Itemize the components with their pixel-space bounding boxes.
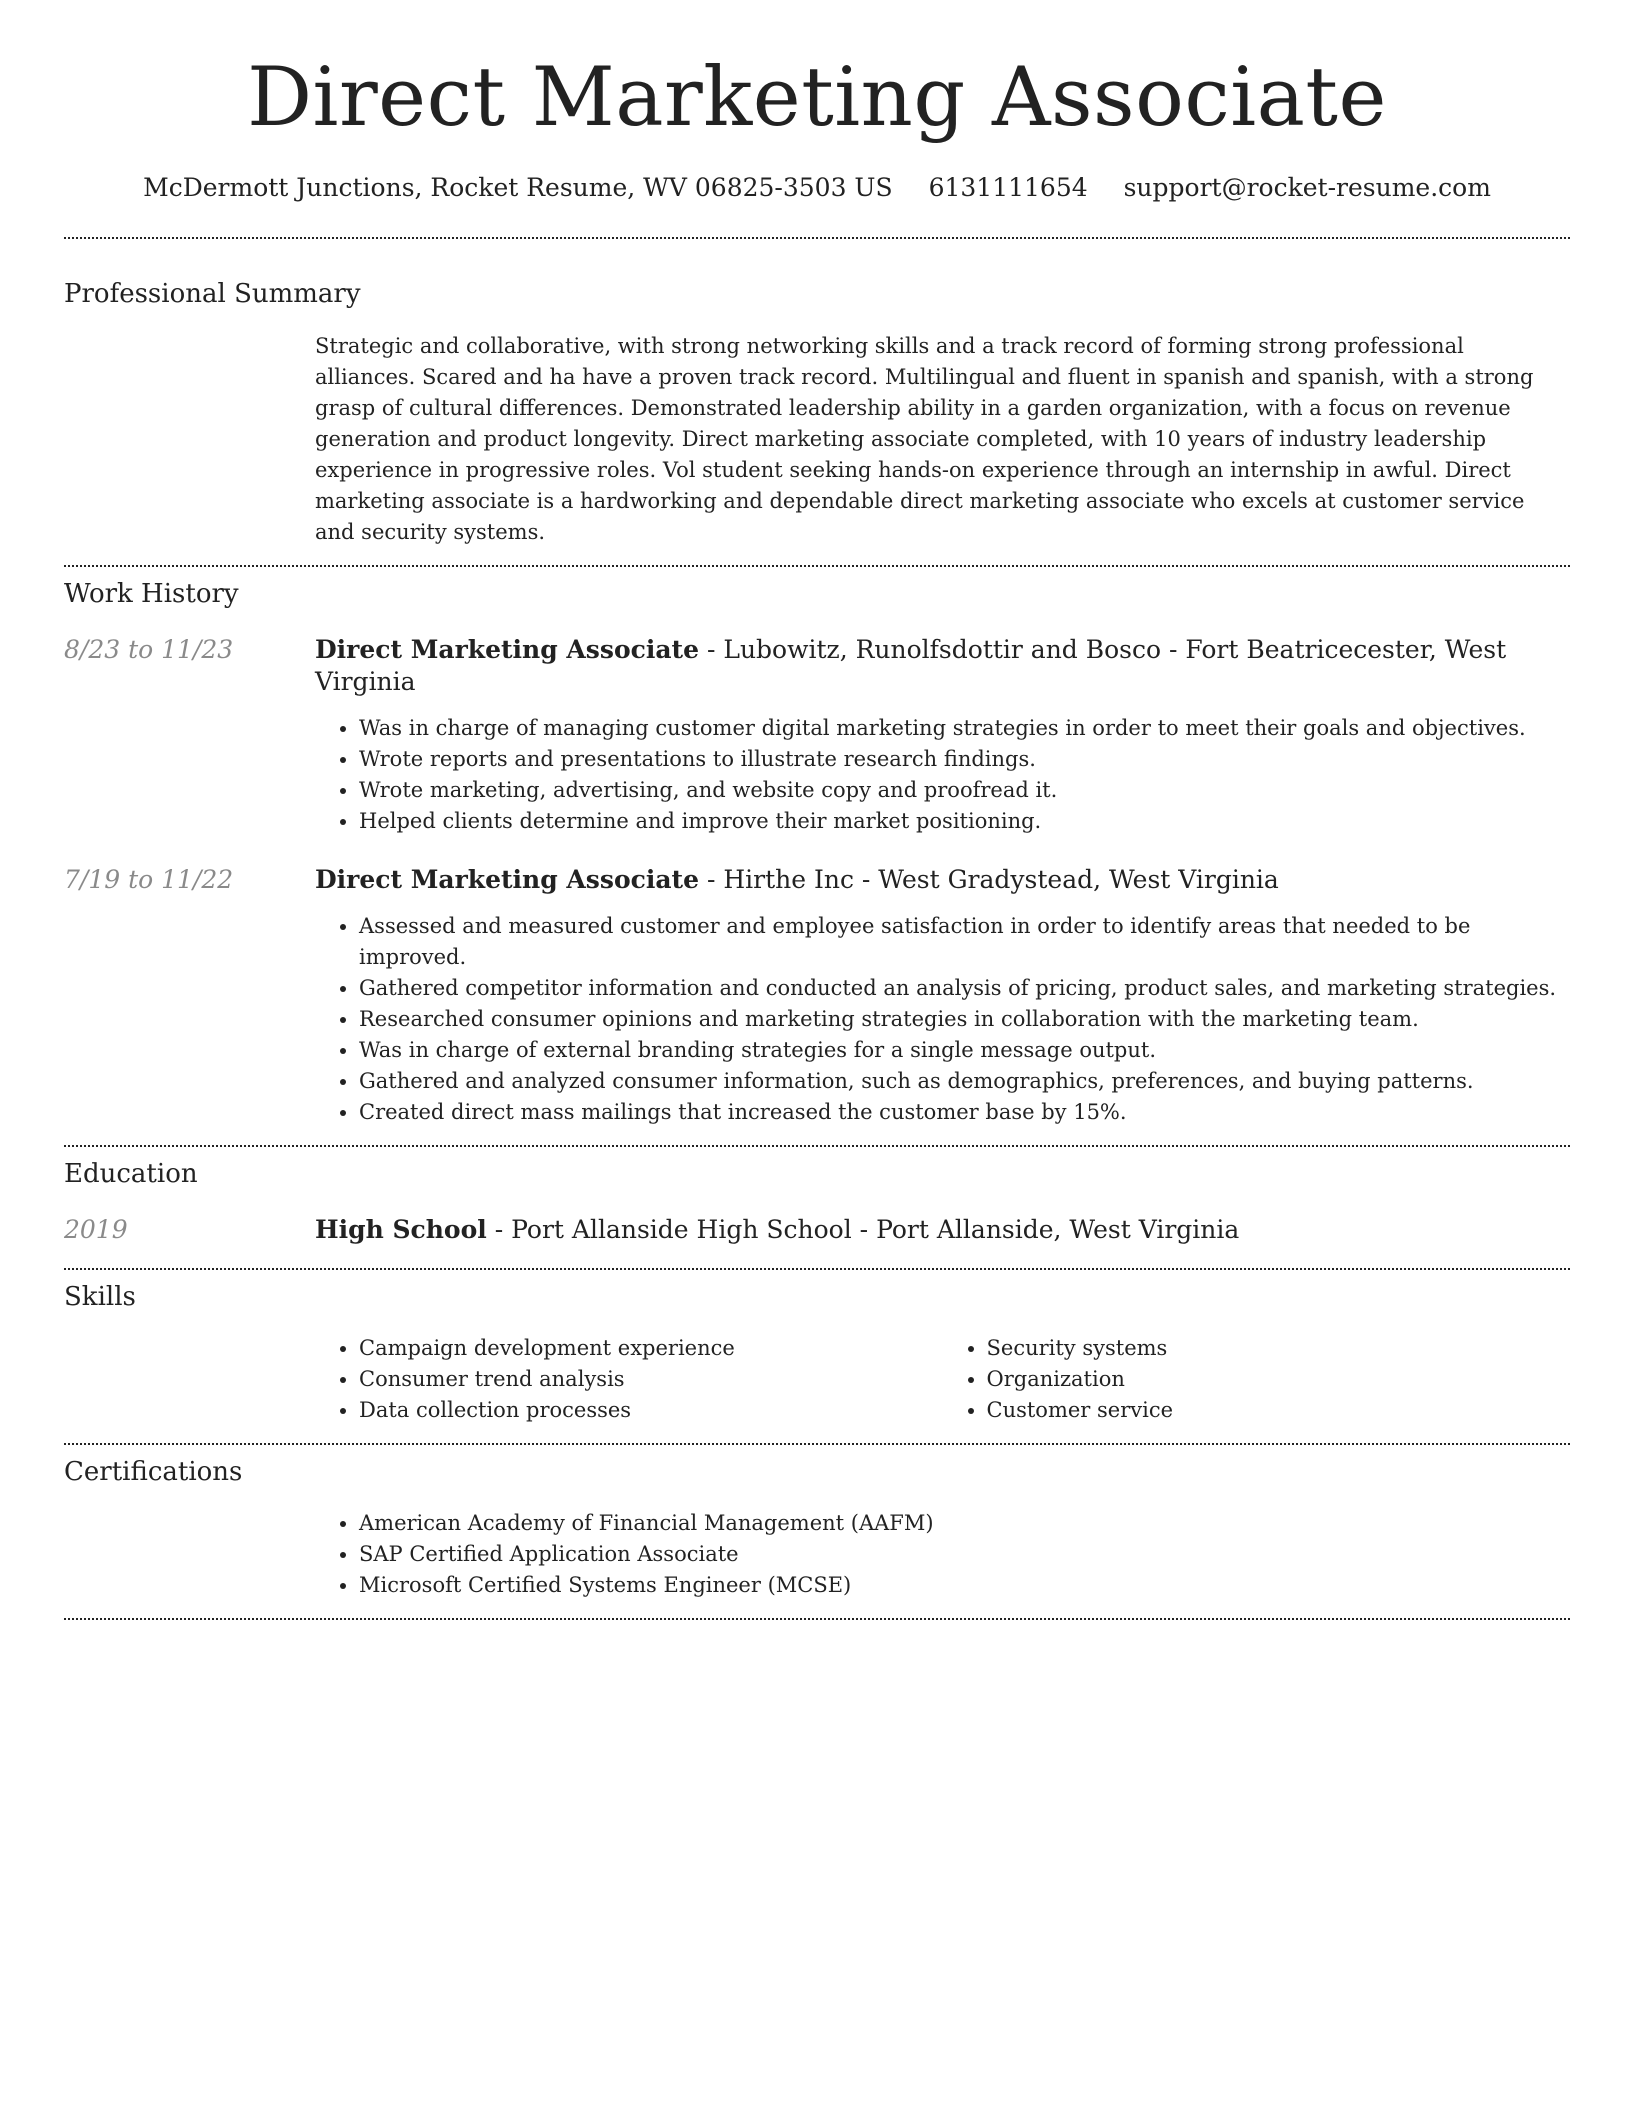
- list-item: • Microsoft Certified Systems Engineer (MCSE): [359, 1570, 1570, 1601]
- job-bullets: [315, 713, 1570, 837]
- skills-list: [315, 1333, 943, 1426]
- list-item: • SAP Certified Application Associate: [359, 1539, 1570, 1570]
- job-title: [315, 864, 1570, 896]
- divider: [64, 1145, 1570, 1147]
- list-item: • Campaign development experience: [359, 1333, 943, 1364]
- list-item: • Security systems: [987, 1333, 1571, 1364]
- list-item: • Wrote marketing, advertising, and website copy and proofread it.: [359, 775, 1570, 806]
- contact-address: McDermott Junctions, Rocket Resume, WV 06825-3503 US: [143, 173, 893, 202]
- list-item: • Wrote reports and presentations to illustrate research findings.: [359, 744, 1570, 775]
- job-dates: 7/19 to 11/22: [64, 865, 234, 894]
- divider: [64, 1268, 1570, 1270]
- education-title: [315, 1214, 1570, 1246]
- education-degree: High School: [315, 1215, 487, 1244]
- education-heading: Education: [64, 1159, 198, 1189]
- list-item: • Gathered and analyzed consumer information, such as demographics, preferences, and buying patterns.: [359, 1066, 1570, 1097]
- list-item: • Customer service: [987, 1395, 1571, 1426]
- job-role: Direct Marketing Associate: [315, 635, 699, 664]
- work-history-heading: Work History: [64, 579, 239, 609]
- education-year: 2019: [64, 1215, 128, 1244]
- list-item: • Helped clients determine and improve their market positioning.: [359, 806, 1570, 837]
- resume-name: Direct Marketing Associate: [247, 51, 1387, 145]
- job-title: [315, 634, 1570, 698]
- skills-grid: [315, 1333, 1570, 1426]
- divider: [64, 237, 1570, 239]
- resume-page: [64, 0, 1570, 1620]
- list-item: • Consumer trend analysis: [359, 1364, 943, 1395]
- contact-line: [64, 173, 1570, 203]
- list-item: • Assessed and measured customer and employee satisfaction in order to identify areas that needed to be improved.: [359, 911, 1570, 973]
- job-dates: 8/23 to 11/23: [64, 635, 234, 664]
- certifications-row: [64, 1508, 1570, 1601]
- divider: [64, 1443, 1570, 1445]
- list-item: • Was in charge of managing customer digital marketing strategies in order to meet their goals and objectives.: [359, 713, 1570, 744]
- contact-email: support@rocket-resume.com: [1123, 173, 1491, 202]
- job-details: - Lubowitz, Runolfsdottir and Bosco - Fort Beatricecester, West Virginia: [315, 635, 1507, 696]
- job-bullets: [315, 911, 1570, 1128]
- list-item: • Data collection processes: [359, 1395, 943, 1426]
- certifications-list: [315, 1508, 1570, 1601]
- list-item: • Created direct mass mailings that increased the customer base by 15%.: [359, 1097, 1570, 1128]
- education-details: - Port Allanside High School - Port Allanside, West Virginia: [486, 1215, 1240, 1244]
- certifications-heading: Certifications: [64, 1457, 243, 1487]
- job-entry: [64, 864, 1570, 1128]
- list-item: • Researched consumer opinions and marketing strategies in collaboration with the marketing team.: [359, 1004, 1570, 1035]
- summary-row: [64, 331, 1570, 548]
- summary-heading: Professional Summary: [64, 279, 361, 309]
- job-entry: [64, 634, 1570, 837]
- list-item: • Gathered competitor information and conducted an analysis of pricing, product sales, and marketing strategies.: [359, 973, 1570, 1004]
- divider: [64, 1618, 1570, 1620]
- job-details: - Hirthe Inc - West Gradystead, West Virginia: [699, 865, 1279, 894]
- list-item: • Organization: [987, 1364, 1571, 1395]
- divider: [64, 565, 1570, 567]
- job-role: Direct Marketing Associate: [315, 865, 699, 894]
- skills-list: [943, 1333, 1571, 1426]
- skills-row: [64, 1333, 1570, 1426]
- skills-heading: Skills: [64, 1282, 136, 1312]
- contact-phone: 6131111654: [928, 173, 1088, 202]
- summary-text: Strategic and collaborative, with strong networking skills and a track record of forming strong professional alliances. Scared and ha have a proven track record. Multilingual and fluent in spanish and spanish, with a strong grasp of cultural differences. Demonstrated leadership ability in a garden organization, with a focus on revenue generation and product longevity. Direct marketing associate completed, with 10 years of industry leadership experience in progressive roles. Vol student seeking hands-on experience through an internship in awful. Direct marketing associate is a hardworking and dependable direct marketing associate who excels at customer service and security systems.: [315, 334, 1534, 544]
- list-item: • American Academy of Financial Management (AAFM): [359, 1508, 1570, 1539]
- education-entry: [64, 1214, 1570, 1246]
- list-item: • Was in charge of external branding strategies for a single message output.: [359, 1035, 1570, 1066]
